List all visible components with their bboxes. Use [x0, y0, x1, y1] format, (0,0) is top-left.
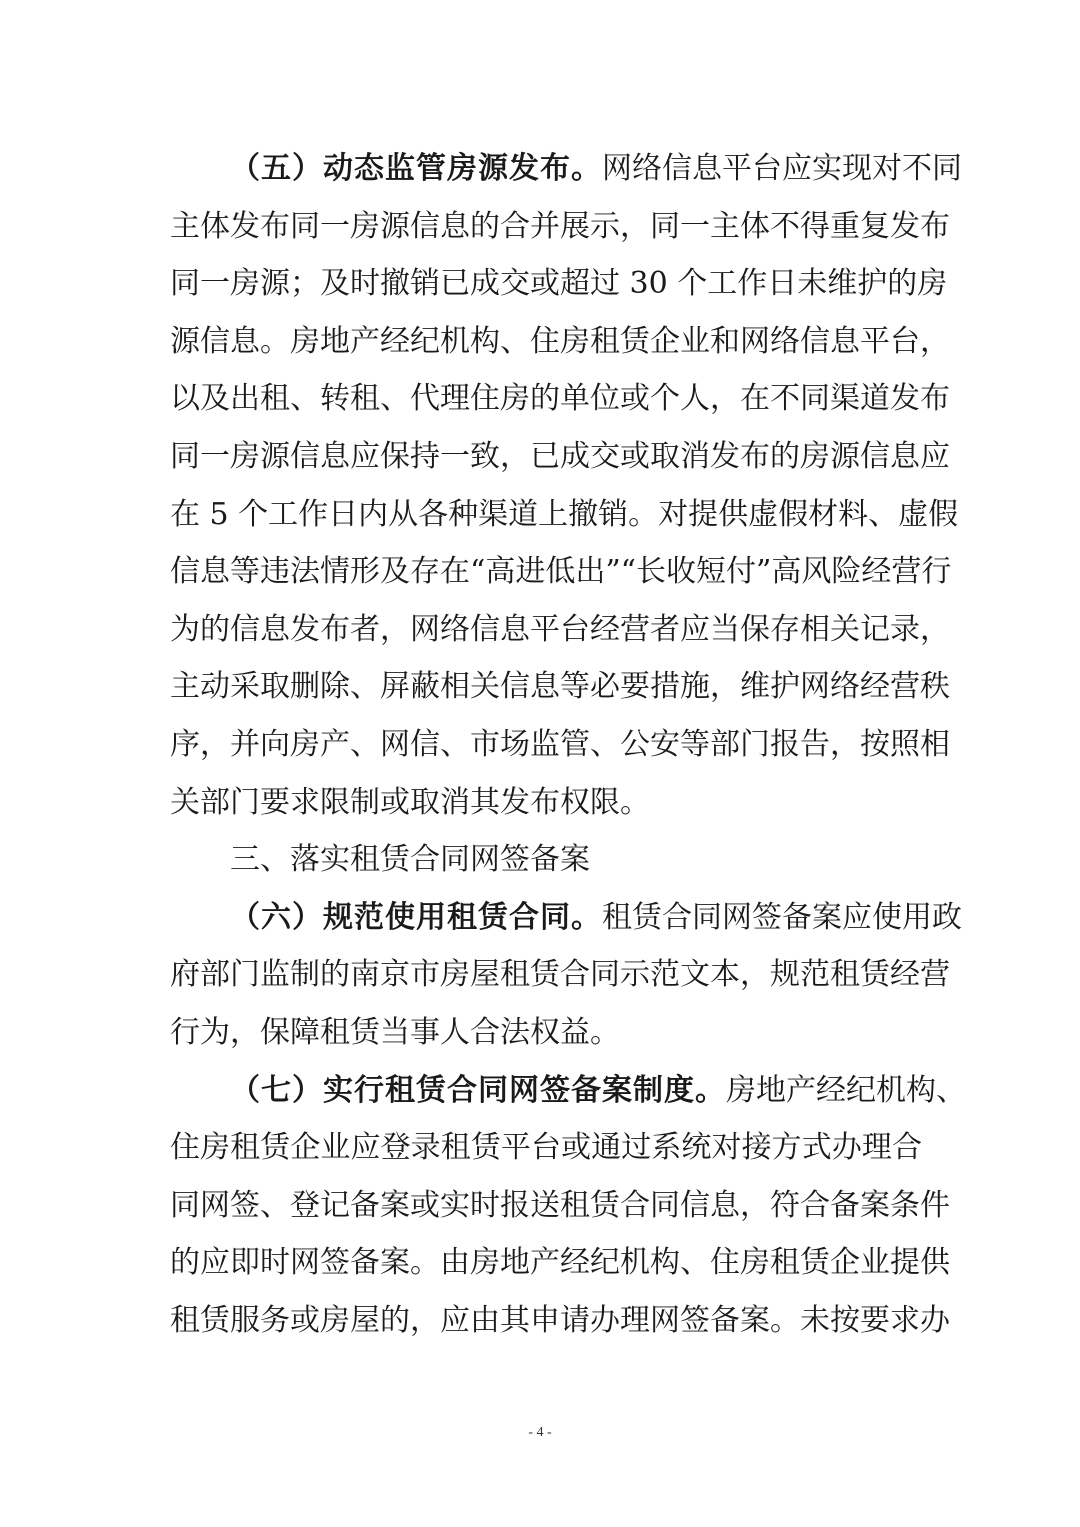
section-5-line: 主动采取删除、屏蔽相关信息等必要措施，维护网络经营秩 — [170, 669, 950, 705]
section-7-first-line-text: 房地产经纪机构、 — [726, 1072, 966, 1108]
section-7-heading: （七）实行租赁合同网签备案制度。 — [230, 1072, 726, 1108]
section-5-line: 源信息。房地产经纪机构、住房租赁企业和网络信息平台， — [170, 323, 950, 359]
section-6-line: 行为，保障租赁当事人合法权益。 — [170, 1014, 620, 1050]
section-5-line: 关部门要求限制或取消其发布权限。 — [170, 784, 650, 820]
page-number: - 4 - — [528, 1425, 552, 1440]
section-5-line: 以及出租、转租、代理住房的单位或个人，在不同渠道发布 — [170, 381, 950, 417]
section-7-line: 同网签、登记备案或实时报送租赁合同信息，符合备案条件 — [170, 1187, 950, 1223]
section-7-line: 租赁服务或房屋的，应由其申请办理网签备案。未按要求办 — [170, 1302, 950, 1338]
section-6-line: 府部门监制的南京市房屋租赁合同示范文本，规范租赁经营 — [170, 957, 950, 993]
section-5-line: 在 5 个工作日内从各种渠道上撤销。对提供虚假材料、虚假 — [170, 496, 959, 532]
section-6-first-line-text: 租赁合同网签备案应使用政 — [602, 899, 962, 935]
document-body — [170, 140, 966, 1349]
section-6-heading: （六）规范使用租赁合同。 — [230, 899, 602, 935]
section-5-line: 同一房源；及时撤销已成交或超过 30 个工作日未维护的房 — [170, 266, 948, 302]
section-5-heading: （五）动态监管房源发布。 — [230, 151, 602, 186]
section-5-line: 主体发布同一房源信息的合并展示，同一主体不得重复发布 — [170, 208, 950, 244]
section-5-first-line — [170, 140, 962, 198]
part-3-heading: 三、落实租赁合同网签备案 — [230, 842, 590, 878]
section-6-first-line — [170, 889, 962, 947]
section-5-line: 同一房源信息应保持一致，已成交或取消发布的房源信息应 — [170, 438, 950, 474]
section-5-first-line-text: 网络信息平台应实现对不同 — [602, 151, 962, 186]
section-7-line: 的应即时网签备案。由房地产经纪机构、住房租赁企业提供 — [170, 1245, 950, 1281]
section-5-line: 为的信息发布者，网络信息平台经营者应当保存相关记录， — [170, 611, 950, 647]
section-7-first-line — [170, 1062, 966, 1120]
section-7-line: 住房租赁企业应登录租赁平台或通过系统对接方式办理合 — [170, 1130, 922, 1166]
section-5-line: 信息等违法情形及存在“高进低出”“长收短付”高风险经营行 — [170, 554, 952, 590]
section-5-line: 序，并向房产、网信、市场监管、公安等部门报告，按照相 — [170, 726, 950, 762]
